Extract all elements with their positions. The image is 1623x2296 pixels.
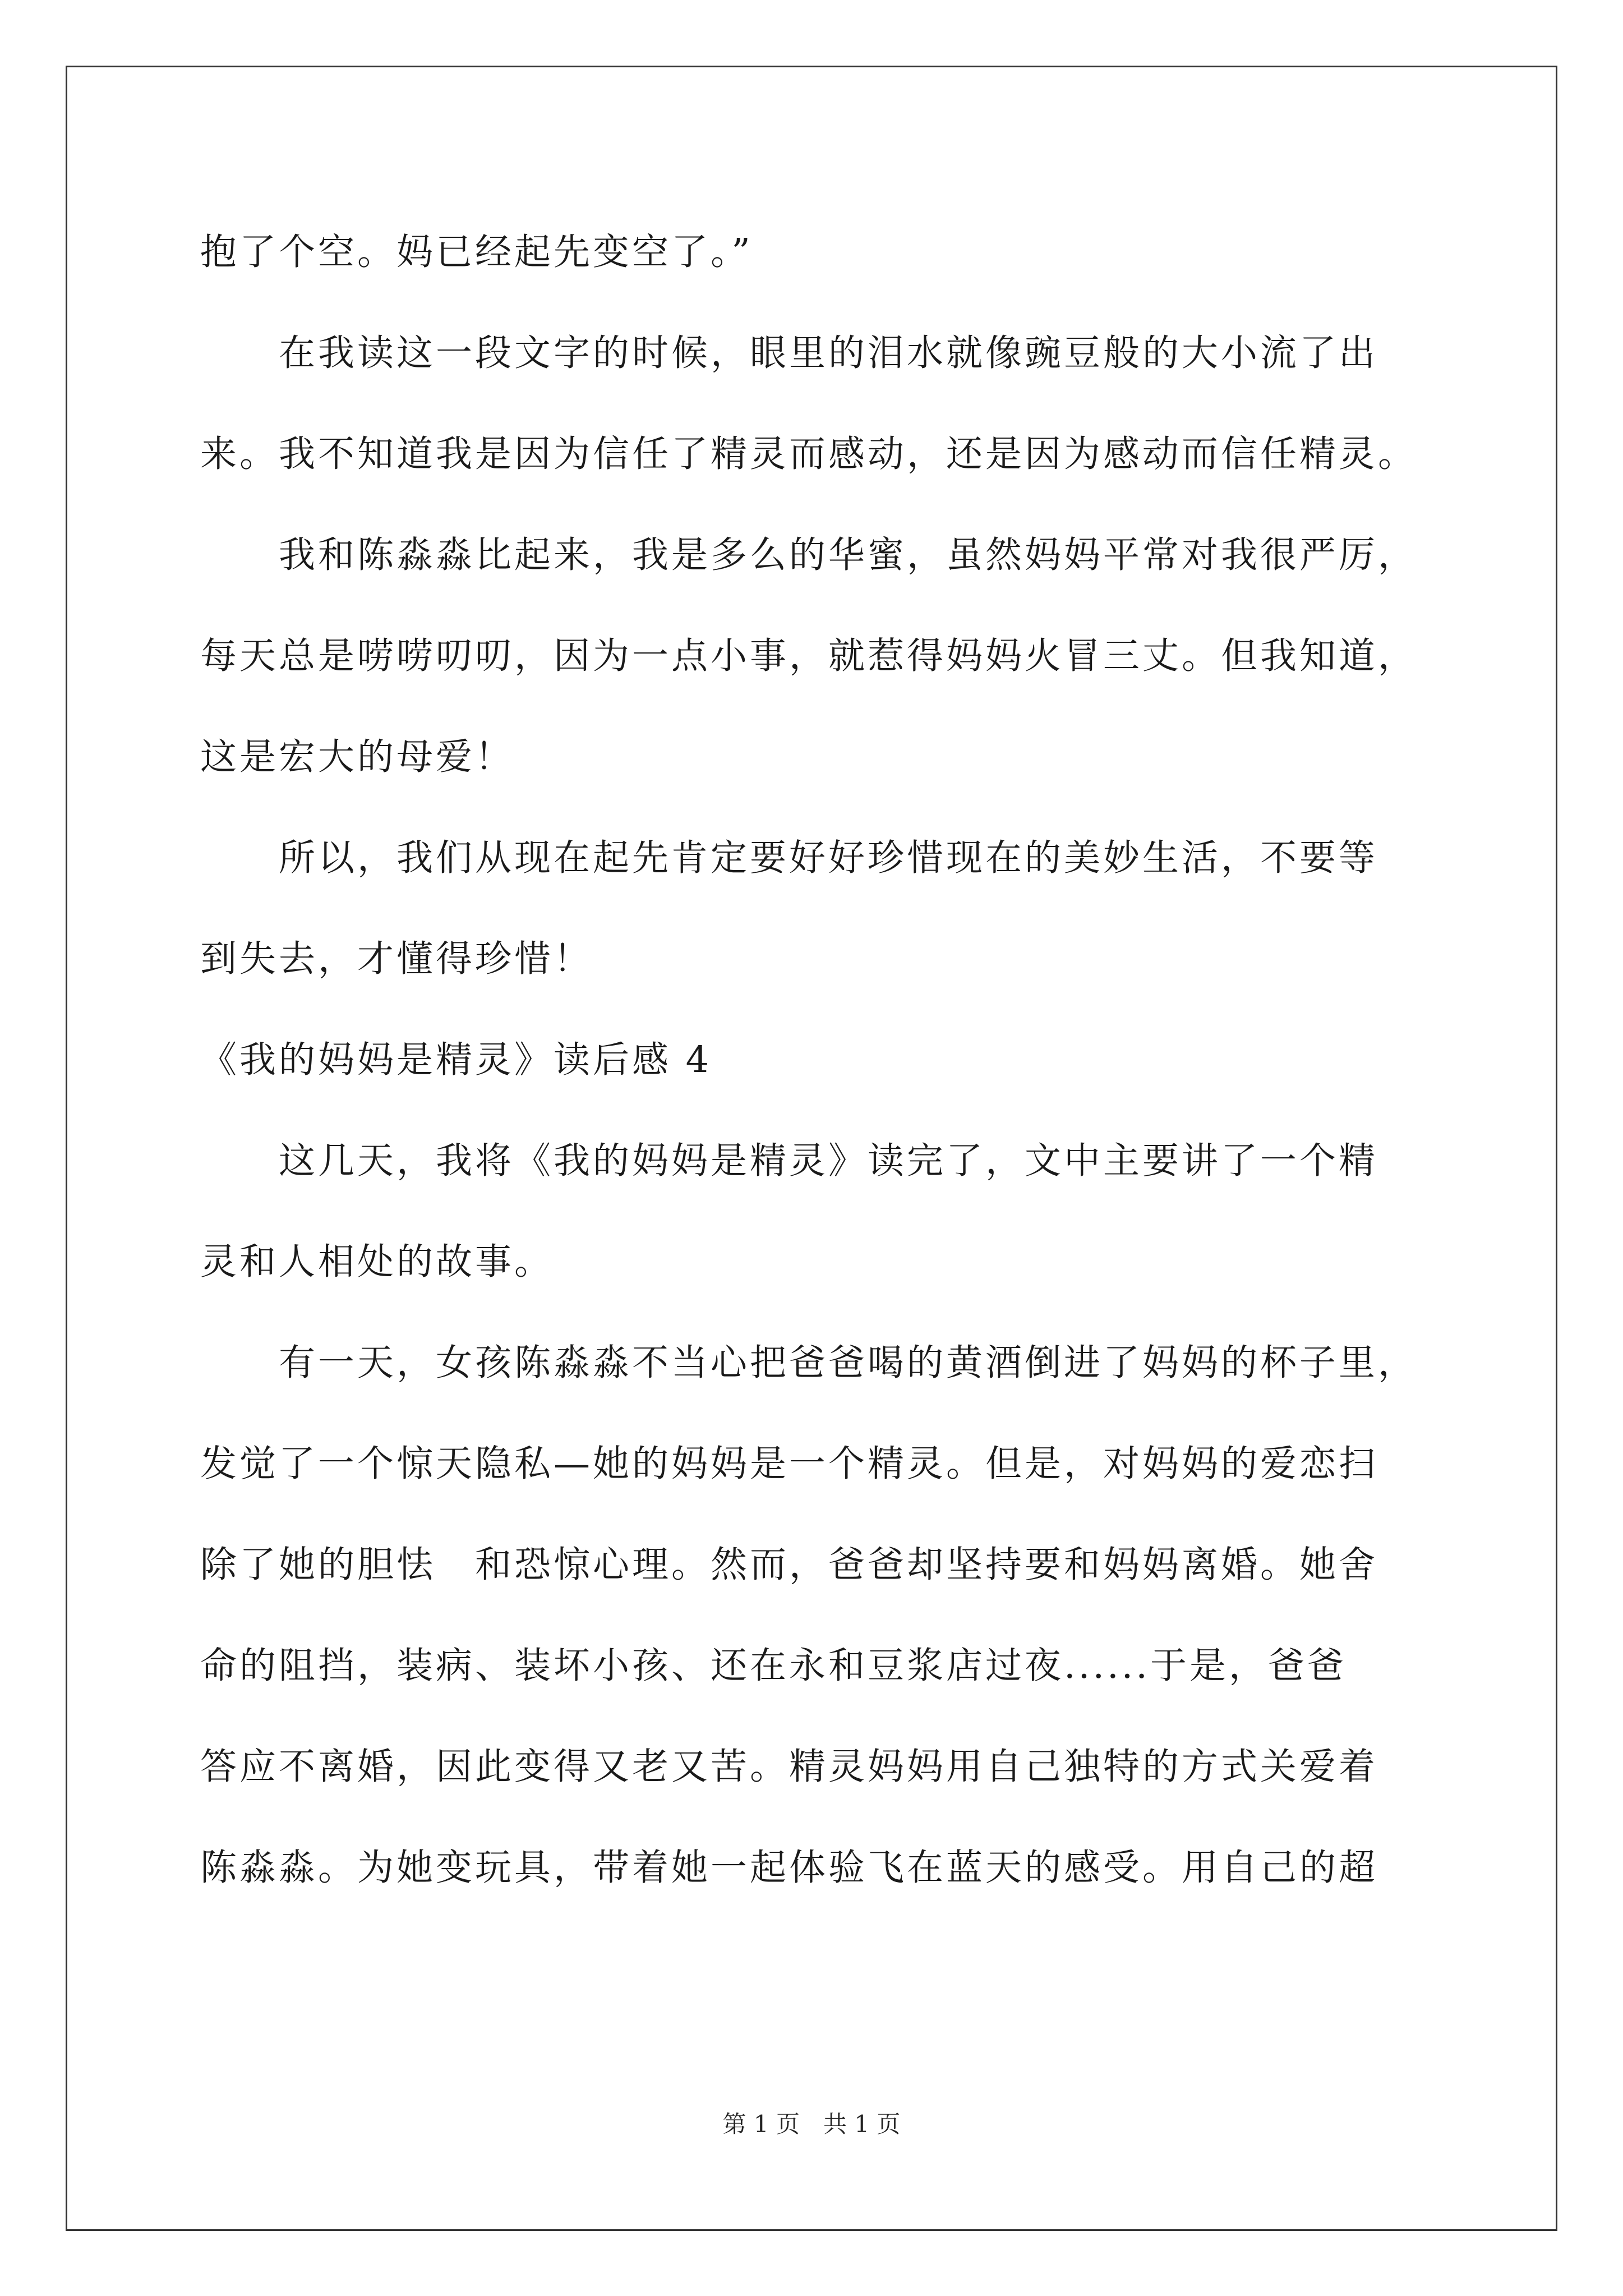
text-line: 所以，我们从现在起先肯定要好好珍惜现在的美妙生活，不要等: [279, 837, 1378, 879]
text-line: 这是宏大的母爱！: [200, 736, 515, 778]
text-line: 除了她的胆怯 和恐惊心理。然而，爸爸却坚持要和妈妈离婚。她舍: [200, 1544, 1378, 1586]
text-line: 我和陈淼淼比起来，我是多么的华蜜，虽然妈妈平常对我很严厉，: [279, 534, 1418, 576]
text-line: 到失去，才懂得珍惜！: [200, 938, 593, 980]
text-line: 发觉了一个惊天隐私—她的妈妈是一个精灵。但是，对妈妈的爱恋扫: [200, 1443, 1378, 1485]
text-line: 有一天，女孩陈淼淼不当心把爸爸喝的黄酒倒进了妈妈的杯子里，: [279, 1342, 1418, 1384]
page-number: 第 1 页 共 1 页: [722, 2110, 901, 2138]
text-line: 抱了个空。妈已经起先变空了。”: [200, 231, 753, 273]
text-line: 在我读这一段文字的时候，眼里的泪水就像豌豆般的大小流了出: [279, 332, 1378, 374]
text-line: 陈淼淼。为她变玩具，带着她一起体验飞在蓝天的感受。用自己的超: [200, 1847, 1378, 1889]
text-line: 命的阻挡，装病、装坏小孩、还在永和豆浆店过夜......于是，爸爸: [200, 1645, 1347, 1687]
text-line: 每天总是唠唠叨叨，因为一点小事，就惹得妈妈火冒三丈。但我知道，: [200, 635, 1418, 677]
document-body: [200, 202, 1437, 1918]
text-line: 这几天，我将《我的妈妈是精灵》读完了，文中主要讲了一个精: [279, 1140, 1378, 1182]
page-footer: [0, 2108, 1623, 2141]
section-heading: 《我的妈妈是精灵》读后感 4: [200, 1039, 712, 1081]
text-line: 灵和人相处的故事。: [200, 1241, 554, 1283]
text-line: 答应不离婚，因此变得又老又苦。精灵妈妈用自己独特的方式关爱着: [200, 1746, 1378, 1788]
text-line: 来。我不知道我是因为信任了精灵而感动，还是因为感动而信任精灵。: [200, 433, 1418, 475]
